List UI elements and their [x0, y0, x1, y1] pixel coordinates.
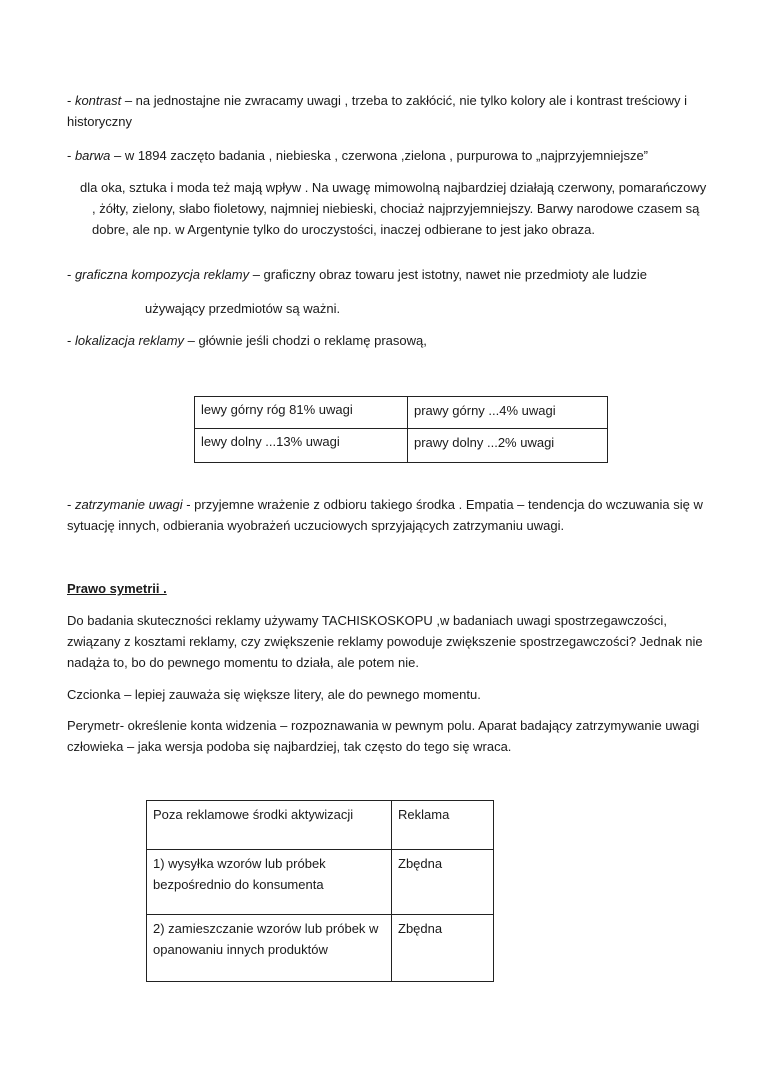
zatrzymanie-text: - przyjemne wrażenie z odbioru takiego środka . Empatia – tendencja do wczuwania się w sytuację innych, odbierania wyobrażeń uczuciowych sprzyjających zatrzymaniu uwagi.	[67, 497, 703, 533]
table-row	[147, 915, 494, 982]
table-cell: prawy górny ...4% uwagi	[408, 397, 608, 429]
lokalizacja-term: lokalizacja reklamy	[74, 333, 185, 348]
graficzna-text: – graficzny obraz towaru jest istotny, nawet nie przedmioty ale ludzie	[249, 267, 647, 282]
lokalizacja-text: – głównie jeśli chodzi o reklamę prasową,	[184, 333, 427, 348]
table-cell: Zbędna	[392, 915, 494, 982]
section-heading: Prawo symetrii .	[67, 581, 167, 596]
kontrast-paragraph: - kontrast – na jednostajne nie zwracamy uwagi , trzeba to zakłócić, nie tylko kolory ale i kontrast treściowy i historyczny	[67, 93, 687, 129]
graficzna-paragraph: - graficzna kompozycja reklamy – graficzny obraz towaru jest istotny, nawet nie przedmioty ale ludzie	[67, 267, 647, 282]
tachiskoskop-paragraph: Do badania skuteczności reklamy używamy TACHISKOSKOPU ,w badaniach uwagi spostrzegawczości, związany z kosztami reklamy, czy zwiększenie reklamy powoduje zwiększenie spostrzegawczości? Jednak nie nadąża to, bo do pewnego momentu to działa, ale potem nie.	[67, 613, 703, 670]
table-row	[147, 850, 494, 915]
activation-table	[146, 800, 494, 982]
perymetr-paragraph: Perymetr- określenie konta widzenia – rozpoznawania w pewnym polu. Aparat badający zatrzymywanie uwagi człowieka – jaka wersja podoba się najbardziej, tak często do tego się wraca.	[67, 718, 700, 754]
table-row	[195, 429, 608, 463]
barwa-paragraph: - barwa – w 1894 zaczęto badania , niebieska , czerwona ,zielona , purpurowa to „najprzyjemniejsze”	[67, 148, 649, 163]
table-cell: Zbędna	[392, 850, 494, 915]
table-cell: lewy górny róg 81% uwagi	[195, 397, 408, 429]
table-row	[147, 801, 494, 850]
barwa-text: – w 1894 zaczęto badania , niebieska , czerwona ,zielona , purpurowa to „najprzyjemniejsze”	[110, 148, 649, 163]
table-header-cell: Poza reklamowe środki aktywizacji	[147, 801, 392, 850]
kontrast-term: kontrast	[74, 93, 122, 108]
barwa-continuation: dla oka, sztuka i moda też mają wpływ . Na uwagę mimowolną najbardziej działają czerwony, pomarańczowy , żółty, zielony, słabo fioletowy, najmniej niebieski, chociaż najprzyjemniejszy. Barwy narodowe czasem są dobre, ale np. w Argentynie tylko do uroczystości, inaczej odbierane to jest jako obraza.	[80, 180, 707, 237]
table-cell: 1) wysyłka wzorów lub próbek bezpośrednio do konsumenta	[147, 850, 392, 915]
table-cell: prawy dolny ...2% uwagi	[408, 429, 608, 463]
table-header-cell: Reklama	[392, 801, 494, 850]
table-row	[195, 397, 608, 429]
barwa-term: barwa	[74, 148, 111, 163]
table-cell: 2) zamieszczanie wzorów lub próbek w opanowaniu innych produktów	[147, 915, 392, 982]
table-cell: lewy dolny ...13% uwagi	[195, 429, 408, 463]
lokalizacja-paragraph: - lokalizacja reklamy – głównie jeśli chodzi o reklamę prasową,	[67, 333, 427, 348]
kontrast-text: – na jednostajne nie zwracamy uwagi , trzeba to zakłócić, nie tylko kolory ale i kontrast treściowy i historyczny	[67, 93, 687, 129]
graficzna-continuation: używający przedmiotów są ważni.	[145, 301, 341, 316]
graficzna-term: graficzna kompozycja reklamy	[74, 267, 250, 282]
czcionka-paragraph: Czcionka – lepiej zauważa się większe litery, ale do pewnego momentu.	[67, 687, 481, 702]
attention-table	[194, 396, 608, 463]
zatrzymanie-paragraph: - zatrzymanie uwagi - przyjemne wrażenie z odbioru takiego środka . Empatia – tendencja do wczuwania się w sytuację innych, odbierania wyobrażeń uczuciowych sprzyjających zatrzymaniu uwagi.	[67, 497, 703, 533]
zatrzymanie-term: zatrzymanie uwagi	[74, 497, 183, 512]
